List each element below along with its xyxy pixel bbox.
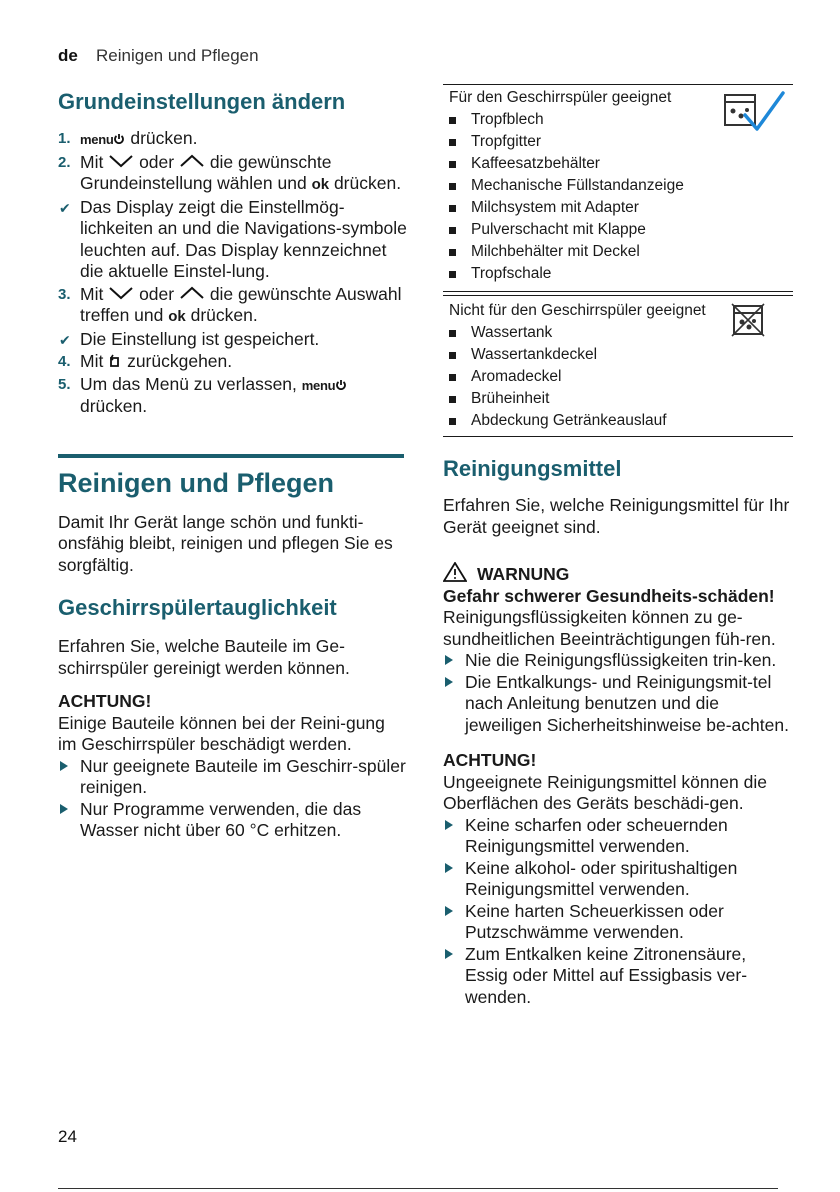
- table-list-item: [443, 131, 793, 153]
- bullet-text: Nur geeignete Bauteile im Geschirr-spüler reinigen.: [80, 755, 406, 797]
- bullet-text: Die Entkalkungs- und Reinigungsmit-tel nach Anleitung benutzen und die jeweiligen Sicherheitshinweise be-achten.: [465, 671, 789, 735]
- menu-key-label: menu: [301, 377, 336, 393]
- section-divider: [58, 454, 404, 458]
- step-text: oder: [134, 151, 179, 172]
- table-list-item-label: Wassertankdeckel: [471, 346, 598, 363]
- step-text: Mit: [80, 283, 109, 304]
- step-text: drücken.: [80, 396, 148, 416]
- bullet-arrow-icon: [445, 863, 453, 873]
- step-text: drücken.: [329, 173, 402, 193]
- table-list-item-label: Milchsystem mit Adapter: [471, 199, 639, 216]
- result-text: Das Display zeigt die Einstellmög-lichkeiten an und die Navigations-symbole leuchten auf. Das Display kennzeichnet die aktuelle Einstel-lung.: [80, 196, 407, 281]
- step-text: Mit: [80, 151, 109, 172]
- step-4: [58, 351, 408, 373]
- bullet-arrow-icon: [445, 677, 453, 687]
- bullet-text: Keine alkohol- oder spiritushaltigen Reinigungsmittel verwenden.: [465, 857, 738, 899]
- bullet-item: [443, 815, 793, 858]
- achtung-label-2: ACHTUNG!: [443, 750, 537, 770]
- table-list-item: [443, 410, 793, 432]
- table-list-item: [443, 219, 793, 241]
- bullet-text: Nur Programme verwenden, die das Wasser nicht über 60 °C erhitzen.: [80, 798, 362, 840]
- table-list-item: [443, 344, 793, 366]
- warning-triangle-icon: [443, 562, 467, 582]
- table-list-item-label: Brüheinheit: [471, 390, 550, 407]
- warning-label: WARNUNG: [477, 564, 570, 584]
- bullet-item: [58, 756, 408, 799]
- menu-power-icon: [335, 379, 347, 391]
- chevron-up-icon: [179, 286, 205, 300]
- ok-key-label: ok: [311, 176, 330, 193]
- bullet-text: Keine scharfen oder scheuernden Reinigungsmittel verwenden.: [465, 814, 728, 856]
- heading-reinigen-pflegen: Reinigen und Pflegen: [58, 467, 335, 498]
- table-not-suitable-title: Nicht für den Geschirrspüler geeignet: [449, 302, 706, 319]
- table-list-item-label: Pulverschacht mit Klappe: [471, 221, 646, 238]
- heading-reinigungsmittel: Reinigungsmittel: [443, 456, 622, 481]
- table-top-rule: [443, 84, 793, 85]
- table-bottom-rule: [443, 436, 793, 437]
- table-list-item: [443, 153, 793, 175]
- table-list-item-label: Tropfschale: [471, 265, 552, 282]
- table-list-item: [443, 388, 793, 410]
- bullet-arrow-icon: [445, 820, 453, 830]
- step-text: drücken.: [185, 305, 258, 325]
- step-number: 1.: [58, 130, 71, 147]
- result-text: Die Einstellung ist gespeichert.: [80, 328, 320, 349]
- chevron-down-icon: [108, 286, 134, 300]
- square-bullet-icon: [449, 117, 456, 124]
- table-list-item: [443, 322, 793, 344]
- back-arrow-icon: [108, 354, 122, 368]
- table-suitable: [443, 89, 793, 285]
- square-bullet-icon: [449, 374, 456, 381]
- step-text: oder: [134, 283, 179, 304]
- table-list-item-label: Tropfgitter: [471, 133, 542, 150]
- warning-title: Gefahr schwerer Gesundheits-schäden!: [443, 585, 775, 606]
- menu-power-icon: [113, 133, 125, 145]
- right-column: [443, 82, 793, 1008]
- heading-grundeinstellungen: Grundeinstellungen ändern: [58, 89, 346, 114]
- left-column: [58, 82, 408, 842]
- table-list-item: [443, 175, 793, 197]
- step-text: die gewünschte Grundeinstellung wählen und: [80, 151, 332, 193]
- step-number: 2.: [58, 153, 71, 171]
- ok-key-label: ok: [168, 308, 186, 325]
- table-list-item-label: Kaffeesatzbehälter: [471, 155, 600, 172]
- chevron-down-icon: [108, 154, 134, 168]
- square-bullet-icon: [449, 396, 456, 403]
- bullet-item: [443, 944, 793, 1009]
- intro-paragraph: Damit Ihr Gerät lange schön und funkti-onsfähig bleibt, reinigen und pflegen Sie es sorgfältig.: [58, 511, 393, 575]
- square-bullet-icon: [449, 205, 456, 212]
- bullet-item: [443, 858, 793, 901]
- chevron-up-icon: [179, 154, 205, 168]
- bullet-arrow-icon: [60, 761, 68, 771]
- table-list-item: [443, 366, 793, 388]
- bullet-arrow-icon: [445, 655, 453, 665]
- square-bullet-icon: [449, 161, 456, 168]
- header-language: de: [58, 46, 78, 65]
- step-number: 4.: [58, 353, 71, 370]
- step-2: [58, 152, 408, 196]
- check-icon: ✔: [59, 331, 71, 348]
- step-text: drücken.: [125, 128, 198, 148]
- bullet-text: Keine harten Scheuerkissen oder Putzschwämme verwenden.: [465, 900, 724, 942]
- bullet-arrow-icon: [445, 906, 453, 916]
- table-list-item: [443, 109, 793, 131]
- bullet-text: Zum Entkalken keine Zitronensäure, Essig oder Mittel auf Essigbasis ver-wenden.: [465, 943, 748, 1007]
- achtung-paragraph-2: Ungeeignete Reinigungsmittel können die Oberflächen des Geräts beschädi-gen.: [443, 771, 767, 813]
- step-number: 5.: [58, 375, 71, 393]
- table-mid-rule-2: [443, 295, 793, 296]
- square-bullet-icon: [449, 352, 456, 359]
- step-text: Mit: [80, 351, 109, 371]
- step-number: 3.: [58, 285, 71, 303]
- square-bullet-icon: [449, 249, 456, 256]
- page-number: 24: [58, 1127, 77, 1146]
- page-bottom-rule: [58, 1188, 778, 1189]
- table-not-suitable: [443, 302, 793, 432]
- warning-paragraph: Reinigungsflüssigkeiten können zu ge-sundheitlichen Beeinträchtigungen füh-ren.: [443, 607, 776, 649]
- bullet-text: Nie die Reinigungsflüssigkeiten trin-ken.: [465, 650, 777, 670]
- result-2: [58, 329, 408, 351]
- table-list-item-label: Aromadeckel: [471, 368, 562, 385]
- bullet-item: [443, 672, 793, 737]
- table-list-item-label: Milchbehälter mit Deckel: [471, 243, 640, 260]
- table-mid-rule: [443, 291, 793, 292]
- square-bullet-icon: [449, 139, 456, 146]
- bullet-item: [443, 650, 793, 672]
- table-suitable-title: Für den Geschirrspüler geeignet: [449, 89, 672, 106]
- step-1: [58, 128, 408, 151]
- result-1: [58, 197, 408, 283]
- check-icon: ✔: [59, 199, 71, 216]
- table-list-item-label: Mechanische Füllstandanzeige: [471, 177, 684, 194]
- achtung-paragraph: Einige Bauteile können bei der Reini-gung im Geschirrspüler beschädigt werden.: [58, 712, 385, 754]
- table-list-item: [443, 263, 793, 285]
- table-list-item: [443, 241, 793, 263]
- step-text: Um das Menü zu verlassen,: [80, 373, 302, 394]
- bullet-arrow-icon: [445, 949, 453, 959]
- step-3: [58, 284, 408, 328]
- table-suitable-list: [443, 109, 793, 285]
- warning-header: [443, 562, 793, 586]
- menu-key-label: menu: [80, 132, 114, 147]
- bullet-item: [58, 799, 408, 842]
- table-list-item: [443, 197, 793, 219]
- square-bullet-icon: [449, 271, 456, 278]
- step-text: die gewünschte Auswahl treffen und: [80, 283, 402, 325]
- square-bullet-icon: [449, 183, 456, 190]
- square-bullet-icon: [449, 227, 456, 234]
- table-list-item-label: Abdeckung Getränkeauslauf: [471, 412, 667, 429]
- table-list-item-label: Wassertank: [471, 324, 553, 341]
- bullet-arrow-icon: [60, 804, 68, 814]
- step-5: [58, 374, 408, 418]
- heading-geschirrspueler: Geschirrspülertauglichkeit: [58, 595, 337, 620]
- bullet-item: [443, 901, 793, 944]
- step-text: zurückgehen.: [122, 351, 233, 371]
- achtung-label: ACHTUNG!: [58, 691, 152, 711]
- square-bullet-icon: [449, 418, 456, 425]
- reinigungsmittel-paragraph: Erfahren Sie, welche Reinigungsmittel für Ihr Gerät geeignet sind.: [443, 495, 790, 537]
- table-not-suitable-list: [443, 322, 793, 432]
- square-bullet-icon: [449, 330, 456, 337]
- geschirrspueler-paragraph: Erfahren Sie, welche Bauteile im Ge-schirrspüler gereinigt werden können.: [58, 636, 350, 678]
- table-list-item-label: Tropfblech: [471, 111, 544, 128]
- header-section-title: Reinigen und Pflegen: [96, 46, 259, 65]
